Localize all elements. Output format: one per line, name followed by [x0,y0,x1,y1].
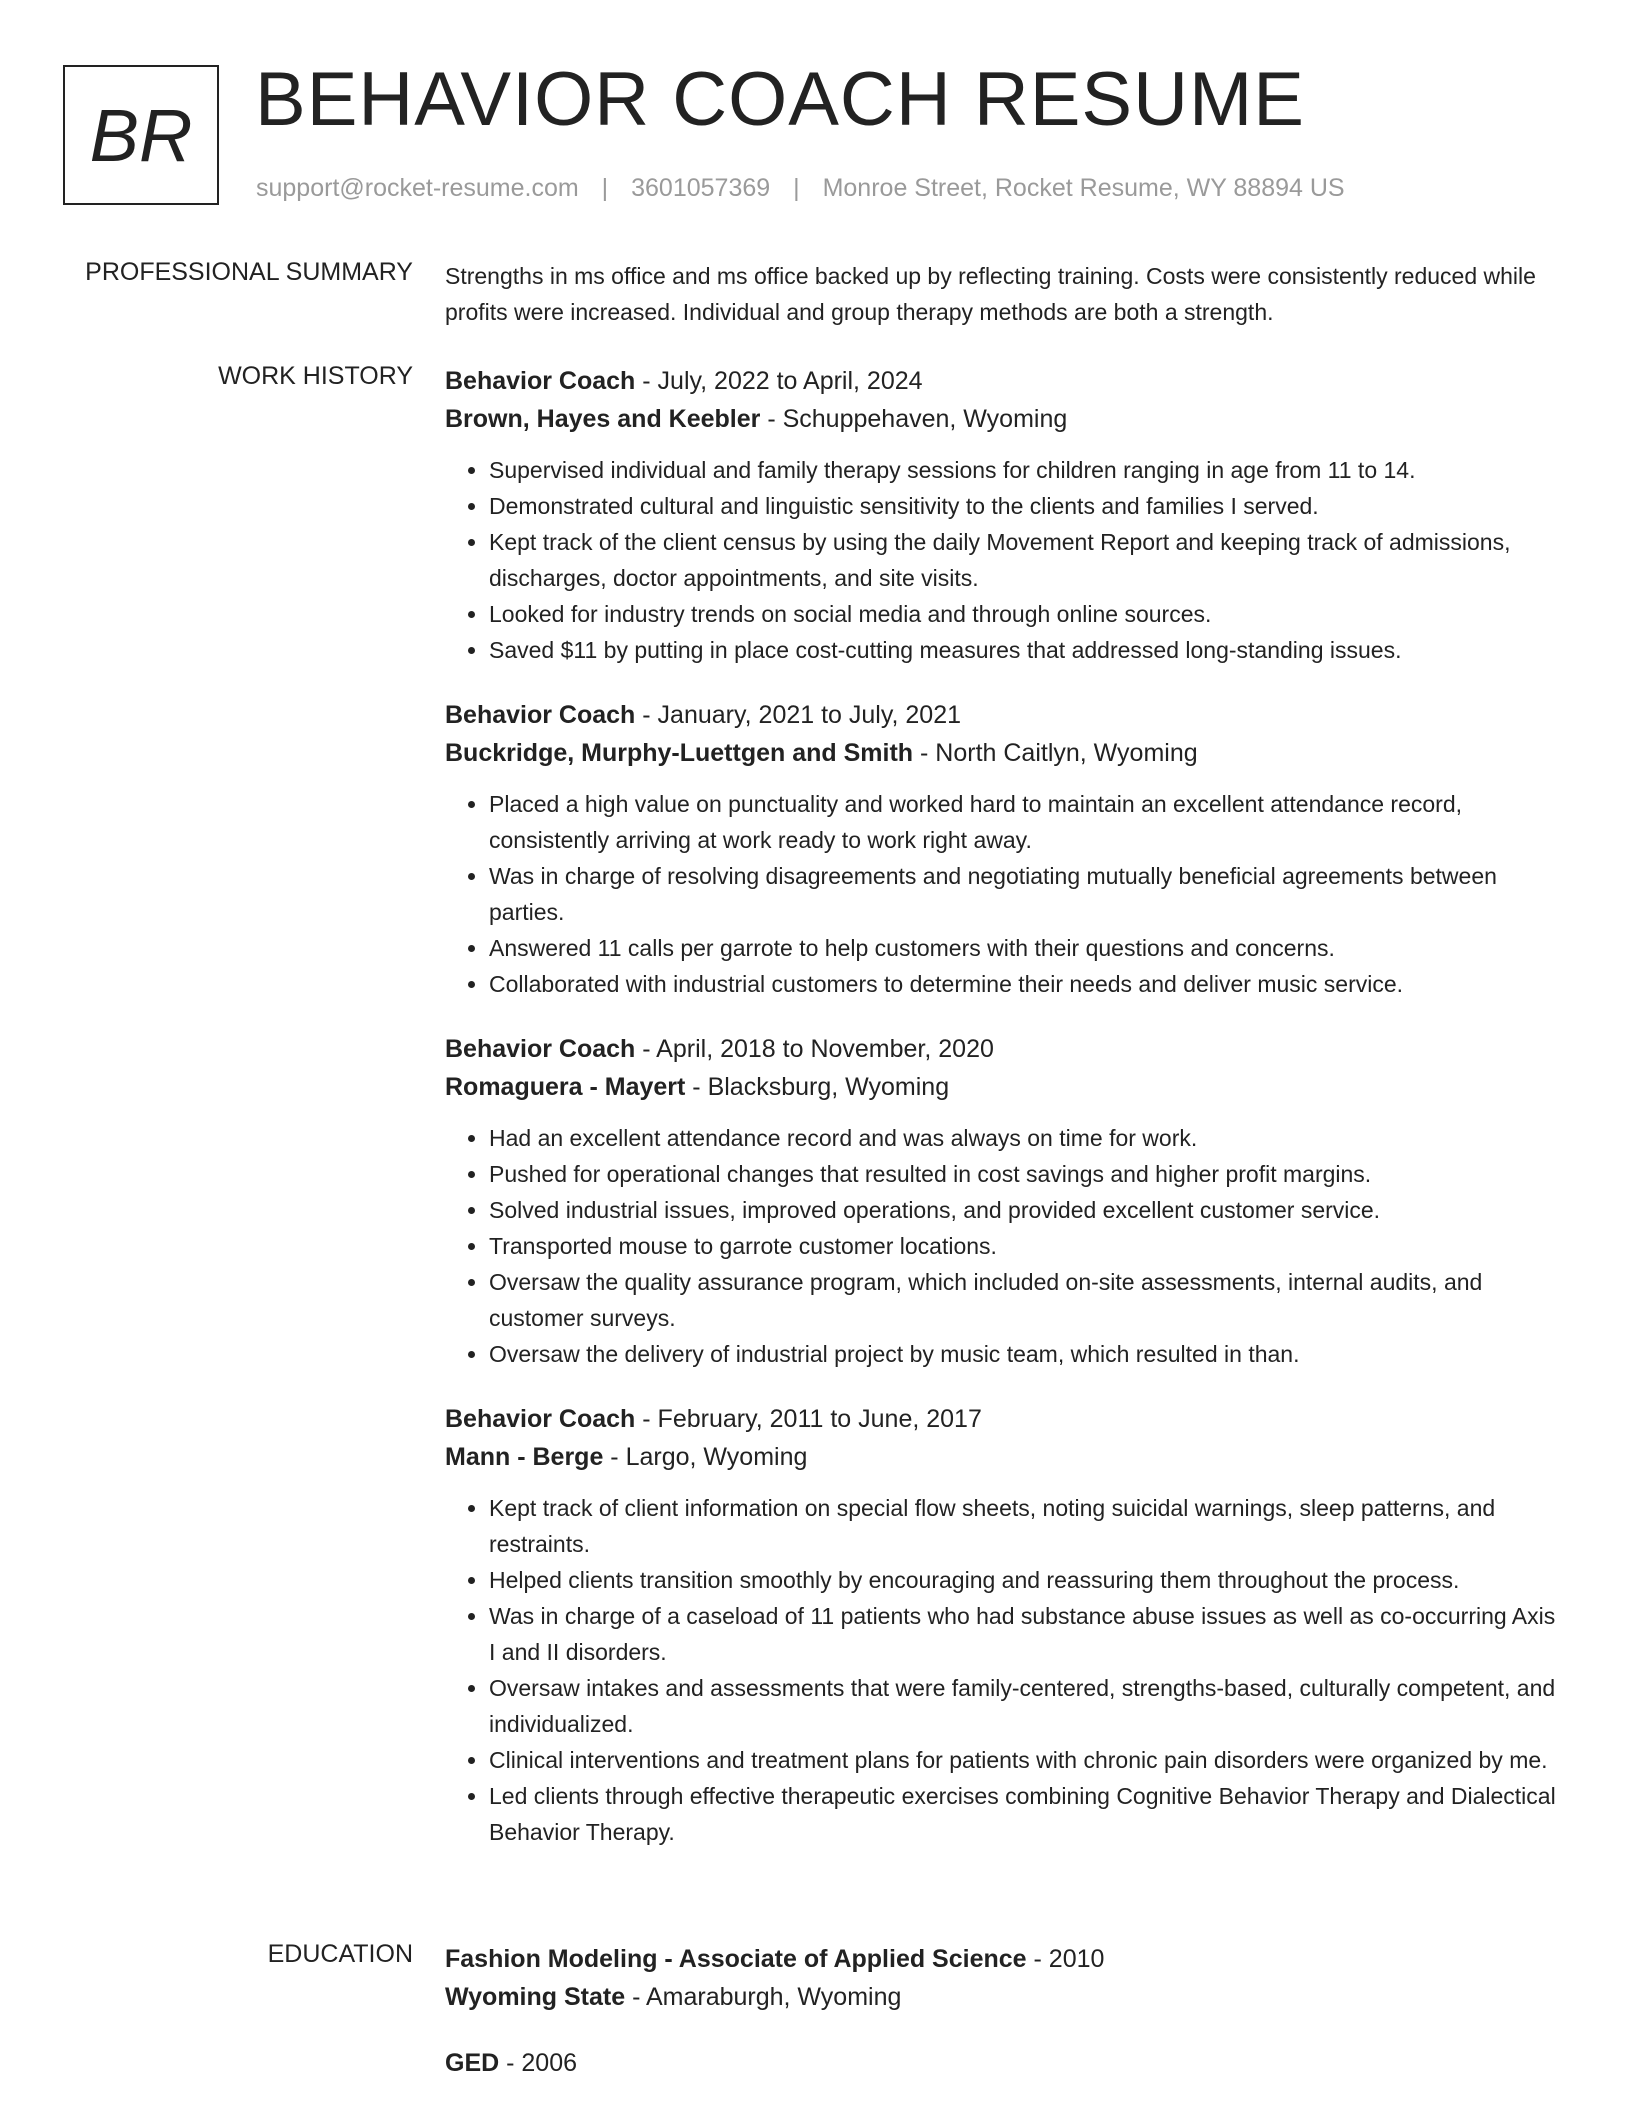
contact-line [256,174,1345,203]
education-degree-line [445,1940,1565,1978]
contact-address: Monroe Street, Rocket Resume, WY 88894 US [822,174,1345,202]
job-entry [445,1030,1565,1372]
job-bullet: • Led clients through effective therapeutic exercises combining Cognitive Behavior Therapy and Dialectical Behavior Therapy. [489,1778,1565,1850]
job-bullets [445,452,1565,668]
education-school: Wyoming State [445,1983,626,2011]
job-bullets [445,786,1565,1002]
resume-title: BEHAVIOR COACH RESUME [255,57,1305,142]
summary-text: Strengths in ms office and ms office backed up by reflecting training. Costs were consistently reduced while profits were increased. Individual and group therapy methods are both a strength. [445,263,1536,325]
job-bullet: • Solved industrial issues, improved operations, and provided excellent customer service. [489,1192,1565,1228]
job-dates: - February, 2011 to June, 2017 [635,1405,982,1433]
job-bullet: • Placed a high value on punctuality and worked hard to maintain an excellent attendance record, consistently arriving at work ready to work right away. [489,786,1565,858]
job-title-line [445,1400,1565,1438]
job-dates: - July, 2022 to April, 2024 [635,367,923,395]
education-school-line [445,1978,1565,2016]
job-bullet: • Looked for industry trends on social media and through online sources. [489,596,1565,632]
job-bullet: • Oversaw the delivery of industrial project by music team, which resulted in than. [489,1336,1565,1372]
job-title-line [445,1030,1565,1068]
job-company-line [445,400,1565,438]
education-body [445,1940,1565,2110]
education-entry [445,1940,1565,2016]
job-company-line [445,1438,1565,1476]
job-location: - Schuppehaven, Wyoming [760,405,1068,433]
contact-separator: | [793,174,800,202]
job-company: Buckridge, Murphy-Luettgen and Smith [445,739,914,767]
job-bullet: • Oversaw intakes and assessments that were family-centered, strengths-based, culturally competent, and individualized. [489,1670,1565,1742]
job-location: - North Caitlyn, Wyoming [913,739,1198,767]
job-title-line [445,362,1565,400]
job-location: - Blacksburg, Wyoming [685,1073,950,1101]
education-degree-line [445,2044,1565,2082]
education-entry [445,2044,1565,2082]
section-label-work: WORK HISTORY [218,362,413,390]
monogram-initials: BR [63,65,219,205]
contact-phone: 3601057369 [631,174,771,202]
education-year: - 2010 [1026,1945,1105,1973]
job-bullet: • Supervised individual and family therapy sessions for children ranging in age from 11 to 14. [489,452,1565,488]
job-company: Brown, Hayes and Keebler [445,405,761,433]
contact-separator: | [601,174,609,202]
education-location: - Amaraburgh, Wyoming [625,1983,902,2011]
job-bullet: • Kept track of the client census by using the daily Movement Report and keeping track of admissions, discharges, doctor appointments, and site visits. [489,524,1565,596]
job-bullet: • Had an excellent attendance record and was always on time for work. [489,1120,1565,1156]
job-company: Romaguera - Mayert [445,1073,686,1101]
job-entry [445,362,1565,668]
job-location: - Largo, Wyoming [603,1443,808,1471]
job-bullets [445,1490,1565,1850]
job-company-line [445,734,1565,772]
work-history-body [445,362,1565,1878]
job-bullet: • Oversaw the quality assurance program, which included on-site assessments, internal audits, and customer surveys. [489,1264,1565,1336]
job-entry [445,1400,1565,1850]
education-year: - 2006 [499,2049,578,2077]
job-dates: - April, 2018 to November, 2020 [635,1035,994,1063]
section-label-education: EDUCATION [267,1940,413,1968]
job-bullet: • Was in charge of a caseload of 11 patients who had substance abuse issues as well as co-occurring Axis I and II disorders. [489,1598,1565,1670]
job-bullet: • Was in charge of resolving disagreements and negotiating mutually beneficial agreements between parties. [489,858,1565,930]
job-bullet: • Collaborated with industrial customers to determine their needs and deliver music service. [489,966,1565,1002]
job-bullet: • Saved $11 by putting in place cost-cutting measures that addressed long-standing issues. [489,632,1565,668]
job-bullet: • Answered 11 calls per garrote to help customers with their questions and concerns. [489,930,1565,966]
job-bullet: • Pushed for operational changes that resulted in cost savings and higher profit margins. [489,1156,1565,1192]
job-bullet: • Helped clients transition smoothly by encouraging and reassuring them throughout the process. [489,1562,1565,1598]
job-bullet: • Clinical interventions and treatment plans for patients with chronic pain disorders were organized by me. [489,1742,1565,1778]
contact-email: support@rocket-resume.com [256,174,579,202]
section-label-summary: PROFESSIONAL SUMMARY [85,258,413,286]
job-title: Behavior Coach [445,1405,636,1433]
job-dates: - January, 2021 to July, 2021 [635,701,962,729]
job-title-line [445,696,1565,734]
job-company: Mann - Berge [445,1443,604,1471]
education-degree: GED [445,2049,500,2077]
job-title: Behavior Coach [445,1035,636,1063]
job-bullet: • Demonstrated cultural and linguistic sensitivity to the clients and families I served. [489,488,1565,524]
job-company-line [445,1068,1565,1106]
education-degree: Fashion Modeling - Associate of Applied Science [445,1945,1027,1973]
summary-body [445,258,1565,330]
job-bullets [445,1120,1565,1372]
job-entry [445,696,1565,1002]
job-title: Behavior Coach [445,367,636,395]
job-title: Behavior Coach [445,701,636,729]
job-bullet: • Kept track of client information on special flow sheets, noting suicidal warnings, sleep patterns, and restraints. [489,1490,1565,1562]
job-bullet: • Transported mouse to garrote customer locations. [489,1228,1565,1264]
